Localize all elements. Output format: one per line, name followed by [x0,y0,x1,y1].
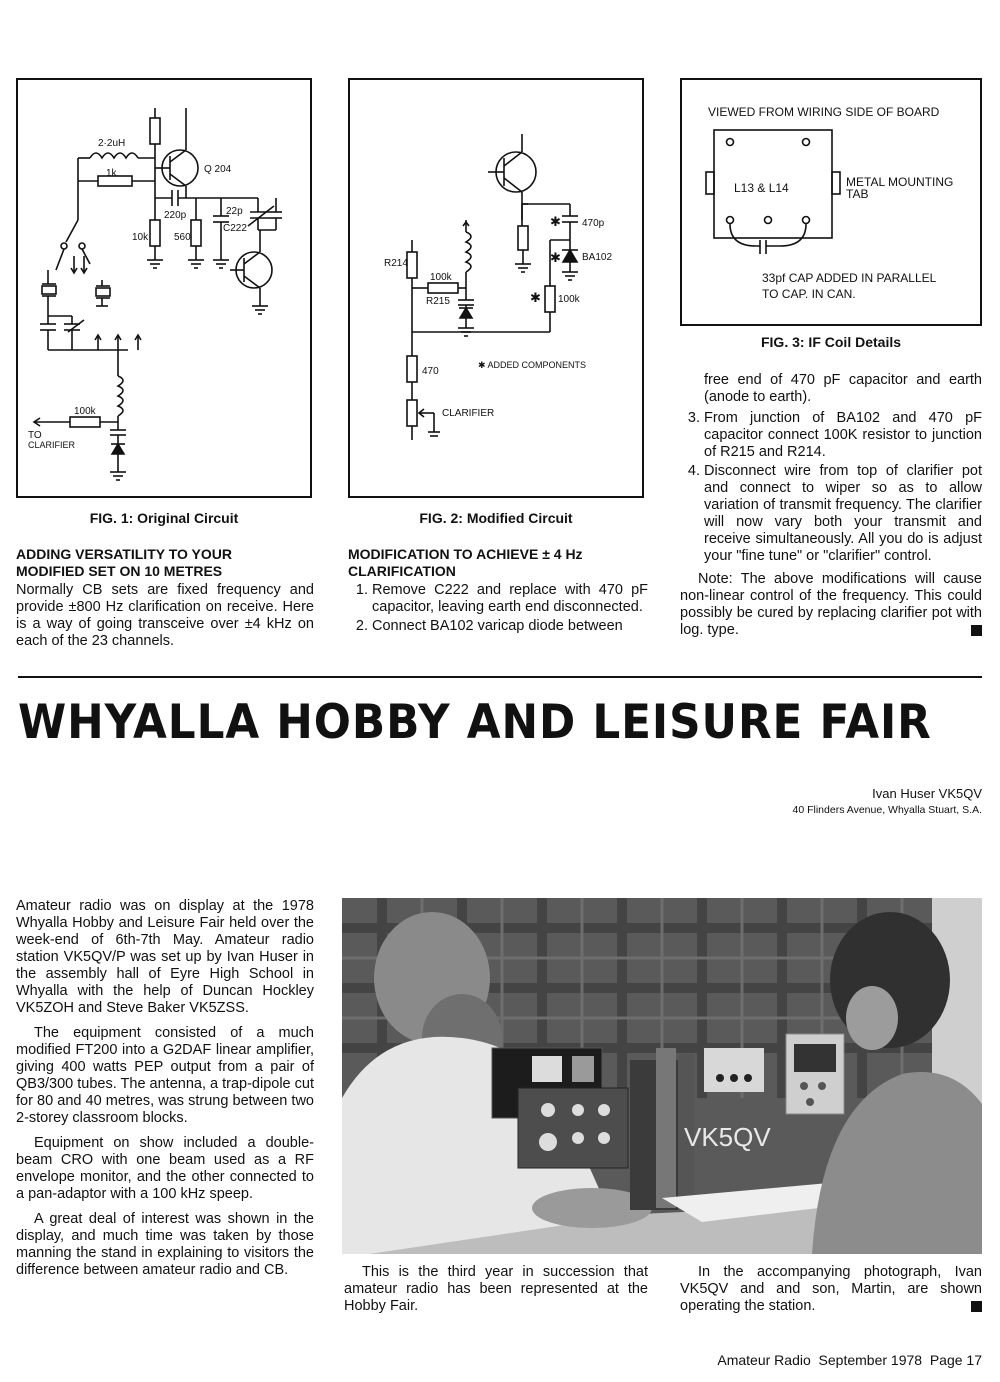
fig1-label-22p: 22p [226,206,243,217]
col2-heading-1: MODIFICATION TO ACHIEVE ± 4 Hz [348,546,583,562]
fig1-caption: FIG. 1: Original Circuit [89,510,239,526]
fig3-box [680,78,982,326]
col3-note: Note: The above modifications will cause non-linear control of the frequency. This could possibly be cured by replacing clarifier pot with log. type. [680,571,982,638]
fig3-label-viewed: VIEWED FROM WIRING SIDE OF BOARD [708,105,940,119]
fig2-star-3: ✱ [530,290,541,305]
article-col3 [680,1264,982,1319]
col1-heading-2: MODIFIED SET ON 10 METRES [16,563,223,579]
station-photo [342,898,982,1254]
fig2-label-470p: 470p [582,218,605,229]
section-divider [18,676,982,678]
article-col2 [344,1264,648,1319]
fig2-schematic [350,80,642,496]
fig1-label-c222: C222 [223,223,247,234]
article-p6: In the accompanying photograph, Ivan VK5QV and and son, Martin, are shown operating the station. [680,1264,982,1314]
col2-text [348,546,648,637]
fig1-label-inductor: 2·2uH [98,138,126,149]
fig2-label-ba102: BA102 [582,252,613,263]
author-name: Ivan Huser VK5QV [872,786,982,801]
fig2-label-100k-a: 100k [430,272,452,283]
article-col1 [16,898,314,1283]
col2-item-1: 1. Remove C222 and replace with 470 pF capacitor, leaving earth end disconnected. [372,582,648,616]
page-footer: Amateur Radio September 1978 Page 17 [717,1352,982,1368]
col3-item-4: 4. Disconnect wire from top of clarifier pot and connect to wiper so as to allow variation of transmit frequency. The clarifier will now vary both your transmit and receive simultaneously. All you do is adjust your "fine tune" or "clarifier" control. [704,463,982,565]
article-p4: A great deal of interest was shown in the display, and much time was taken by those manning the stand in explaining to visitors the difference between amateur radio and CB. [16,1211,314,1278]
fig1-label-to: TO [28,430,42,441]
fig1-label-clarifier: CLARIFIER [28,440,76,450]
fig2-label-470: 470 [422,366,439,377]
end-square-icon [971,625,982,636]
article-p1: Amateur radio was on display at the 1978 Whyalla Hobby and Leisure Fair held over the week-end of 6th-7th May. Amateur radio station VK5QV/P was set up by Ivan Huser in the assembly hall of Eyre High School in Whyalla with the help of Duncan Hockley VK5ZOH and Steve Baker VK5ZSS. [16,898,314,1016]
fig1-label-1k: 1k [106,168,117,179]
fig2-label-added-components: ✱ ADDED COMPONENTS [478,360,587,370]
fig1-label-100k: 100k [74,406,96,417]
col1-heading-1: ADDING VERSATILITY TO YOUR [16,546,232,562]
fig1-label-q204: Q 204 [204,164,232,175]
article-p5: This is the third year in succession that amateur radio has been represented at the Hobby Fair. [344,1264,648,1314]
fig2-star-2: ✱ [550,250,561,265]
fig3-label-cap: 33pf CAP ADDED IN PARALLEL [762,271,937,285]
fig2-label-r215: R215 [426,296,450,307]
fig3-caption: FIG. 3: IF Coil Details [760,334,902,350]
col3-continuation: free end of 470 pF capacitor and earth (anode to earth). [704,372,982,405]
fig2-star-1: ✱ [550,214,561,229]
article-p3: Equipment on show included a double-beam CRO with one beam used as a RF envelope monitor, and the other connected to a pan-adaptor with a 100 kHz speep. [16,1135,314,1202]
col2-item-2: 2. Connect BA102 varicap diode between [372,618,648,635]
fig3-label-tab: TAB [846,187,869,201]
fig2-label-clarifier: CLARIFIER [442,408,495,419]
fig1-label-220p: 220p [164,210,187,221]
col3-text [680,372,982,643]
col1-paragraph: Normally CB sets are fixed frequency and provide ±800 Hz clarification on receive. Here is a way of going transceive over ±4 kHz on each of the 23 channels. [16,582,314,649]
fig3-label-coil: L13 & L14 [734,181,789,195]
fig3-schematic [682,80,980,324]
station-photo-illustration [342,898,982,1254]
fig3-label-metal: METAL MOUNTING [846,175,954,189]
article-p2: The equipment consisted of a much modified FT200 into a G2DAF linear amplifier, giving 400 watts PEP output from a pair of QB3/300 tubes. The antenna, a trap-dipole cut for 80 and 40 metres, was strung between two 2-storey classroom blocks. [16,1025,314,1126]
col2-heading-2: CLARIFICATION [348,563,456,579]
col3-item-3: 3. From junction of BA102 and 470 pF capacitor connect 100K resistor to junction of R215 and R214. [704,410,982,461]
fig3-label-can: TO CAP. IN CAN. [762,287,856,301]
fig2-box [348,78,644,498]
fig1-schematic [18,80,310,496]
author-address: 40 Flinders Avenue, Whyalla Stuart, S.A. [792,804,982,816]
article-title: WHYALLA HOBBY AND LEISURE FAIR [18,695,932,750]
col1-text [16,546,314,654]
end-square-icon [971,1301,982,1312]
fig1-label-560: 560 [174,232,191,243]
fig1-label-10k: 10k [132,232,149,243]
fig2-caption: FIG. 2: Modified Circuit [419,510,573,526]
fig2-label-100k-b: 100k [558,294,580,305]
fig2-label-r214: R214 [384,258,408,269]
photo-sign-text: VK5QV [684,1122,771,1152]
fig1-box [16,78,312,498]
